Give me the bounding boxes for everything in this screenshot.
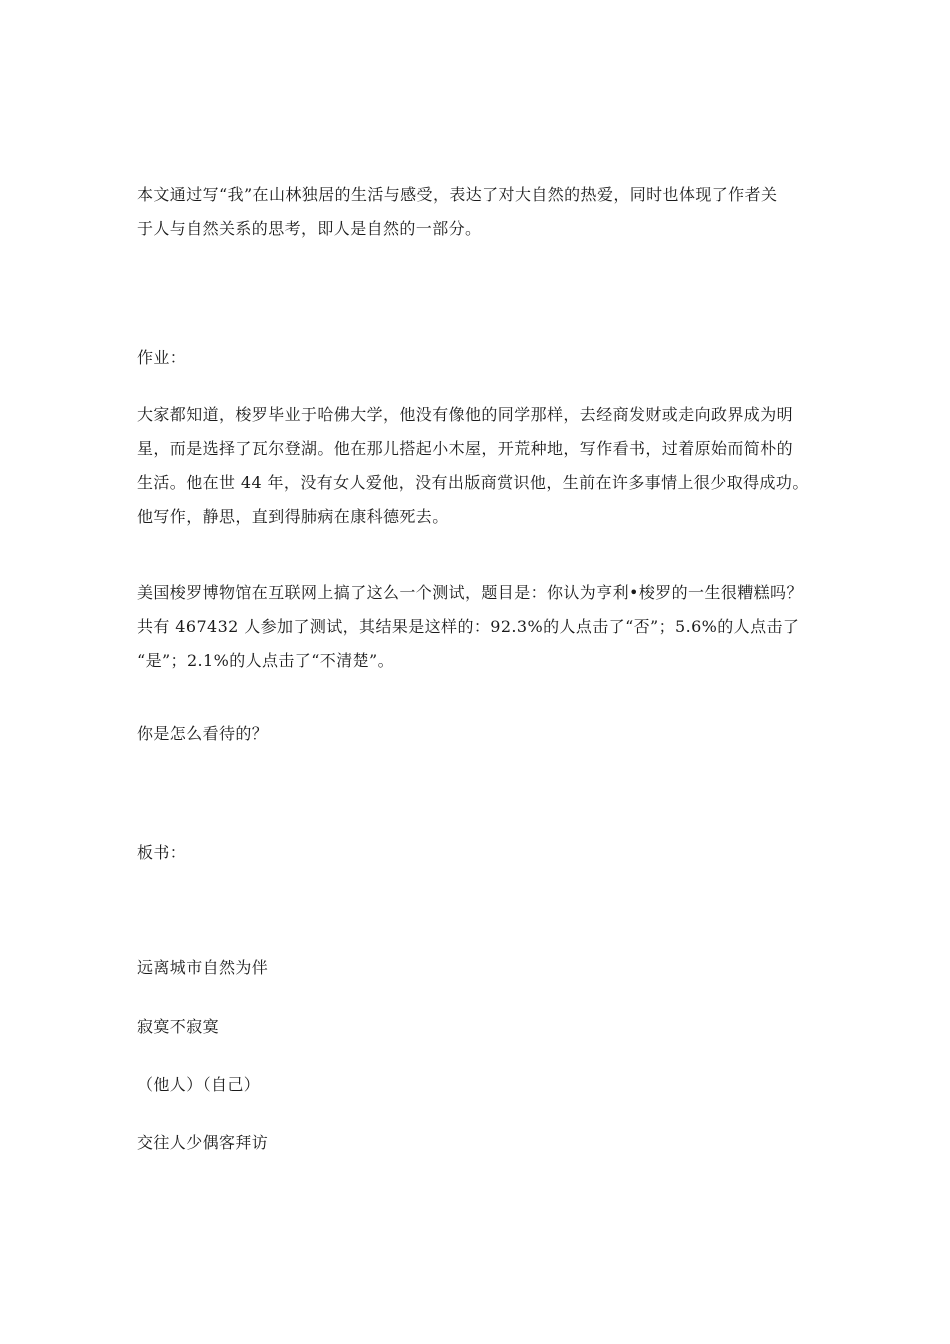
survey-line: 美国梭罗博物馆在互联网上搞了这么一个测试，题目是：你认为亨利•梭罗的一生很糟糕吗？ (137, 583, 803, 602)
blackboard-heading: 板书： (137, 843, 187, 862)
homework-paragraph (137, 398, 817, 534)
homework-line: 生活。他在世 44 年，没有女人爱他，没有出版商赏识他，生前在许多事情上很少取得成功。 (137, 473, 809, 492)
question-text: 你是怎么看待的？ (137, 724, 269, 743)
survey-line: 共有 467432 人参加了测试，其结果是这样的：92.3%的人点击了“否”；5.6%的人点击了 (137, 617, 800, 636)
blackboard-line: 交往人少偶客拜访 (137, 1133, 269, 1152)
summary-line: 本文通过写“我”在山林独居的生活与感受，表达了对大自然的热爱，同时也体现了作者关 (137, 185, 778, 204)
blackboard-line: （他人）（自己） (137, 1075, 261, 1094)
blackboard-line: 寂寞不寂寞 (137, 1017, 220, 1036)
summary-line: 于人与自然关系的思考，即人是自然的一部分。 (137, 219, 482, 238)
homework-line: 他写作，静思，直到得肺病在康科德死去。 (137, 507, 449, 526)
homework-line: 星，而是选择了瓦尔登湖。他在那儿搭起小木屋，开荒种地，写作看书，过着原始而简朴的 (137, 439, 794, 458)
homework-line: 大家都知道，梭罗毕业于哈佛大学，他没有像他的同学那样，去经商发财或走向政界成为明 (137, 405, 794, 424)
blackboard-line: 远离城市自然为伴 (137, 958, 269, 977)
summary-paragraph (137, 178, 817, 246)
survey-paragraph (137, 576, 817, 678)
homework-heading: 作业： (137, 348, 187, 367)
survey-line: “是”；2.1%的人点击了“不清楚”。 (137, 651, 394, 670)
